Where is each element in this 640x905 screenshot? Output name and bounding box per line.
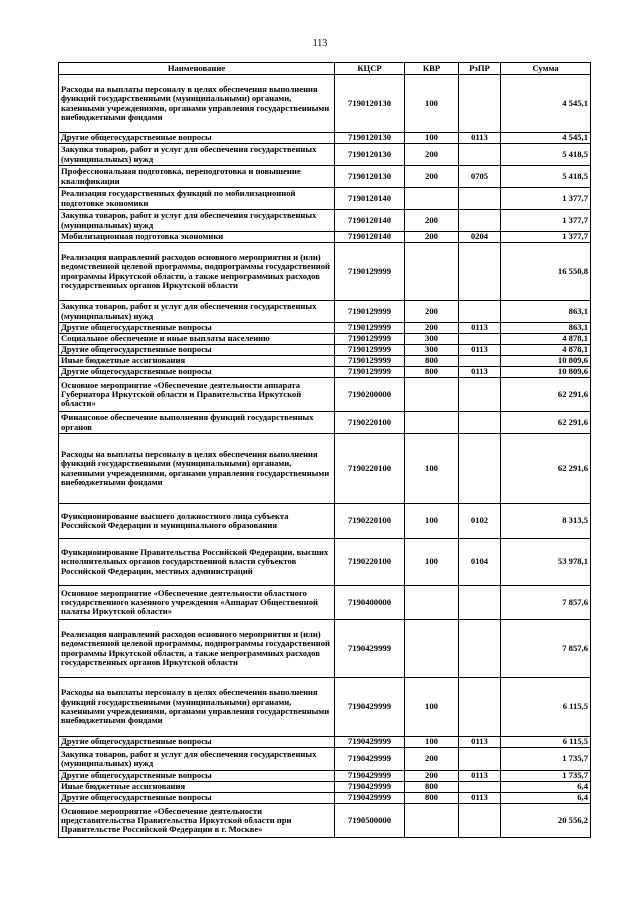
row-name: Другие общегосударственные вопросы (59, 367, 335, 378)
row-rzpr (459, 586, 501, 620)
row-kcsr: 7190120130 (335, 166, 405, 188)
row-kcsr: 7190120130 (335, 144, 405, 166)
row-rzpr (459, 334, 501, 345)
row-kvr: 200 (405, 210, 459, 232)
row-name: Другие общегосударственные вопросы (59, 793, 335, 804)
table-row (59, 334, 591, 345)
table-row (59, 804, 591, 838)
row-name: Другие общегосударственные вопросы (59, 345, 335, 356)
table-row (59, 586, 591, 620)
table-row (59, 133, 591, 144)
row-name: Иные бюджетные ассигнования (59, 782, 335, 793)
row-kvr (405, 620, 459, 678)
row-sum: 62 291,6 (501, 378, 591, 412)
row-sum: 62 291,6 (501, 434, 591, 504)
row-name: Профессиональная подготовка, переподготовка и повышение квалификации (59, 166, 335, 188)
row-name: Расходы на выплаты персоналу в целях обеспечения выполнения функций государственными (муниципальными) органами, казенными учреждениями, органами управления государственными внебюджетными фондами (59, 678, 335, 737)
row-kvr (405, 243, 459, 301)
row-kvr: 100 (405, 504, 459, 539)
row-sum: 1 377,7 (501, 232, 591, 243)
row-kvr: 300 (405, 345, 459, 356)
table-row (59, 323, 591, 334)
row-kcsr: 7190120130 (335, 133, 405, 144)
header-rzpr: РзПР (459, 63, 501, 75)
row-rzpr (459, 412, 501, 434)
row-kcsr: 7190400000 (335, 586, 405, 620)
row-kvr: 200 (405, 771, 459, 782)
row-kvr: 100 (405, 737, 459, 748)
header-kvr: КВР (405, 63, 459, 75)
row-sum: 6,4 (501, 782, 591, 793)
row-rzpr: 0113 (459, 367, 501, 378)
row-kcsr: 7190429999 (335, 620, 405, 678)
table-row (59, 539, 591, 586)
row-kcsr: 7190429999 (335, 771, 405, 782)
row-kvr: 200 (405, 323, 459, 334)
row-sum: 4 878,1 (501, 345, 591, 356)
table-row (59, 678, 591, 737)
table-row (59, 243, 591, 301)
row-kcsr: 7190200000 (335, 378, 405, 412)
row-kvr: 800 (405, 367, 459, 378)
row-kcsr: 7190129999 (335, 367, 405, 378)
row-name: Основное мероприятие «Обеспечение деятельности аппарата Губернатора Иркутской области и Правительства Иркутской области» (59, 378, 335, 412)
row-kvr (405, 412, 459, 434)
row-rzpr (459, 356, 501, 367)
row-kcsr: 7190120140 (335, 210, 405, 232)
row-name: Другие общегосударственные вопросы (59, 133, 335, 144)
row-rzpr (459, 434, 501, 504)
row-rzpr (459, 75, 501, 133)
row-name: Реализация направлений расходов основного мероприятия и (или) ведомственной целевой программы, подпрограммы государственной программы Иркутской области, а также непрограммных расходов государственных органов Иркутской области (59, 620, 335, 678)
row-name: Другие общегосударственные вопросы (59, 323, 335, 334)
row-kvr: 200 (405, 232, 459, 243)
row-kvr: 100 (405, 75, 459, 133)
row-sum: 16 550,8 (501, 243, 591, 301)
row-sum: 20 556,2 (501, 804, 591, 838)
row-sum: 1 377,7 (501, 210, 591, 232)
row-kvr (405, 586, 459, 620)
row-kvr: 300 (405, 334, 459, 345)
row-rzpr (459, 243, 501, 301)
row-name: Основное мероприятие «Обеспечение деятельности областного государственного казенного учреждения «Аппарат Общественной палаты Иркутской области» (59, 586, 335, 620)
row-sum: 4 545,1 (501, 133, 591, 144)
table-row (59, 782, 591, 793)
row-kvr: 200 (405, 301, 459, 323)
table-row (59, 378, 591, 412)
row-kvr (405, 804, 459, 838)
row-rzpr (459, 188, 501, 210)
row-name: Закупка товаров, работ и услуг для обеспечения государственных (муниципальных) нужд (59, 210, 335, 232)
row-rzpr: 0204 (459, 232, 501, 243)
table-row (59, 144, 591, 166)
row-sum: 863,1 (501, 301, 591, 323)
row-sum: 1 735,7 (501, 748, 591, 771)
table-row (59, 434, 591, 504)
table-row (59, 166, 591, 188)
row-kvr: 200 (405, 144, 459, 166)
row-kcsr: 7190129999 (335, 345, 405, 356)
row-rzpr (459, 144, 501, 166)
row-rzpr (459, 678, 501, 737)
row-kcsr: 7190120130 (335, 75, 405, 133)
header-kcsr: КЦСР (335, 63, 405, 75)
row-name: Расходы на выплаты персоналу в целях обеспечения выполнения функций государственными (муниципальными) органами, казенными учреждениями, органами управления государственными внебюджетными фондами (59, 75, 335, 133)
row-sum: 6 115,5 (501, 678, 591, 737)
table-row (59, 75, 591, 133)
row-sum: 10 809,6 (501, 356, 591, 367)
table-row (59, 748, 591, 771)
row-sum: 53 978,1 (501, 539, 591, 586)
row-rzpr (459, 301, 501, 323)
row-sum: 1 735,7 (501, 771, 591, 782)
row-name: Функционирование Правительства Российской Федерации, высших исполнительных органов государственной власти субъектов Российской Федерации, местных администраций (59, 539, 335, 586)
row-sum: 1 377,7 (501, 188, 591, 210)
row-sum: 6 115,5 (501, 737, 591, 748)
row-kcsr: 7190120140 (335, 188, 405, 210)
table-row (59, 620, 591, 678)
row-rzpr: 0113 (459, 133, 501, 144)
row-kvr (405, 378, 459, 412)
page-number: 113 (312, 38, 328, 49)
row-kcsr: 7190129999 (335, 323, 405, 334)
table-row (59, 210, 591, 232)
row-rzpr: 0705 (459, 166, 501, 188)
row-rzpr: 0104 (459, 539, 501, 586)
table-row (59, 504, 591, 539)
row-name: Основное мероприятие «Обеспечение деятельности представительства Правительства Иркутской области при Правительстве Российской Федерации в г. Москве» (59, 804, 335, 838)
row-kcsr: 7190220100 (335, 434, 405, 504)
header-sum: Сумма (501, 63, 591, 75)
table-row (59, 737, 591, 748)
row-kcsr: 7190129999 (335, 334, 405, 345)
row-kvr: 100 (405, 539, 459, 586)
table-row (59, 793, 591, 804)
row-name: Закупка товаров, работ и услуг для обеспечения государственных (муниципальных) нужд (59, 748, 335, 771)
row-sum: 6,4 (501, 793, 591, 804)
row-rzpr: 0113 (459, 323, 501, 334)
row-kcsr: 7190429999 (335, 782, 405, 793)
row-sum: 62 291,6 (501, 412, 591, 434)
table-body (59, 75, 591, 838)
row-kcsr: 7190429999 (335, 678, 405, 737)
row-name: Расходы на выплаты персоналу в целях обеспечения выполнения функций государственными (муниципальными) органами, казенными учреждениями, органами управления государственными внебюджетными фондами (59, 434, 335, 504)
row-name: Закупка товаров, работ и услуг для обеспечения государственных (муниципальных) нужд (59, 301, 335, 323)
row-name: Реализация направлений расходов основного мероприятия и (или) ведомственной целевой программы, подпрограммы государственной программы Иркутской области, а также непрограммных расходов государственных органов Иркутской области (59, 243, 335, 301)
row-kcsr: 7190500000 (335, 804, 405, 838)
budget-table (58, 62, 591, 838)
row-rzpr (459, 748, 501, 771)
row-rzpr: 0113 (459, 345, 501, 356)
row-kvr: 800 (405, 793, 459, 804)
row-kcsr: 7190129999 (335, 243, 405, 301)
row-rzpr (459, 620, 501, 678)
row-kcsr: 7190220100 (335, 539, 405, 586)
row-kvr: 100 (405, 678, 459, 737)
row-kcsr: 7190220100 (335, 412, 405, 434)
table-row (59, 345, 591, 356)
table-header-row (59, 63, 591, 75)
row-sum: 10 809,6 (501, 367, 591, 378)
row-sum: 4 545,1 (501, 75, 591, 133)
row-kcsr: 7190429999 (335, 793, 405, 804)
row-sum: 5 418,5 (501, 166, 591, 188)
row-kcsr: 7190429999 (335, 748, 405, 771)
table-row (59, 301, 591, 323)
row-kcsr: 7190220100 (335, 504, 405, 539)
row-name: Финансовое обеспечение выполнения функций государственных органов (59, 412, 335, 434)
row-sum: 7 857,6 (501, 586, 591, 620)
row-kvr: 100 (405, 133, 459, 144)
row-name: Функционирование высшего должностного лица субъекта Российской Федерации и муниципального образования (59, 504, 335, 539)
row-name: Мобилизационная подготовка экономики (59, 232, 335, 243)
row-sum: 8 313,5 (501, 504, 591, 539)
row-name: Закупка товаров, работ и услуг для обеспечения государственных (муниципальных) нужд (59, 144, 335, 166)
row-sum: 4 878,1 (501, 334, 591, 345)
row-rzpr (459, 782, 501, 793)
row-kvr: 200 (405, 748, 459, 771)
row-sum: 7 857,6 (501, 620, 591, 678)
row-kcsr: 7190429999 (335, 737, 405, 748)
row-rzpr: 0113 (459, 737, 501, 748)
row-name: Социальное обеспечение и иные выплаты населению (59, 334, 335, 345)
row-name: Иные бюджетные ассигнования (59, 356, 335, 367)
row-rzpr (459, 804, 501, 838)
row-rzpr: 0113 (459, 793, 501, 804)
row-rzpr: 0113 (459, 771, 501, 782)
row-name: Другие общегосударственные вопросы (59, 771, 335, 782)
table-row (59, 188, 591, 210)
row-rzpr (459, 378, 501, 412)
row-name: Реализация государственных функций по мобилизационной подготовке экономики (59, 188, 335, 210)
row-kvr: 200 (405, 166, 459, 188)
row-name: Другие общегосударственные вопросы (59, 737, 335, 748)
table-row (59, 356, 591, 367)
row-sum: 5 418,5 (501, 144, 591, 166)
table-row (59, 412, 591, 434)
row-kcsr: 7190120140 (335, 232, 405, 243)
table-row (59, 367, 591, 378)
row-kvr: 800 (405, 782, 459, 793)
row-kcsr: 7190129999 (335, 301, 405, 323)
row-sum: 863,1 (501, 323, 591, 334)
table-row (59, 771, 591, 782)
row-rzpr (459, 210, 501, 232)
header-name: Наименование (59, 63, 335, 75)
table-row (59, 232, 591, 243)
row-kvr: 800 (405, 356, 459, 367)
row-rzpr: 0102 (459, 504, 501, 539)
row-kvr (405, 188, 459, 210)
row-kcsr: 7190129999 (335, 356, 405, 367)
row-kvr: 100 (405, 434, 459, 504)
